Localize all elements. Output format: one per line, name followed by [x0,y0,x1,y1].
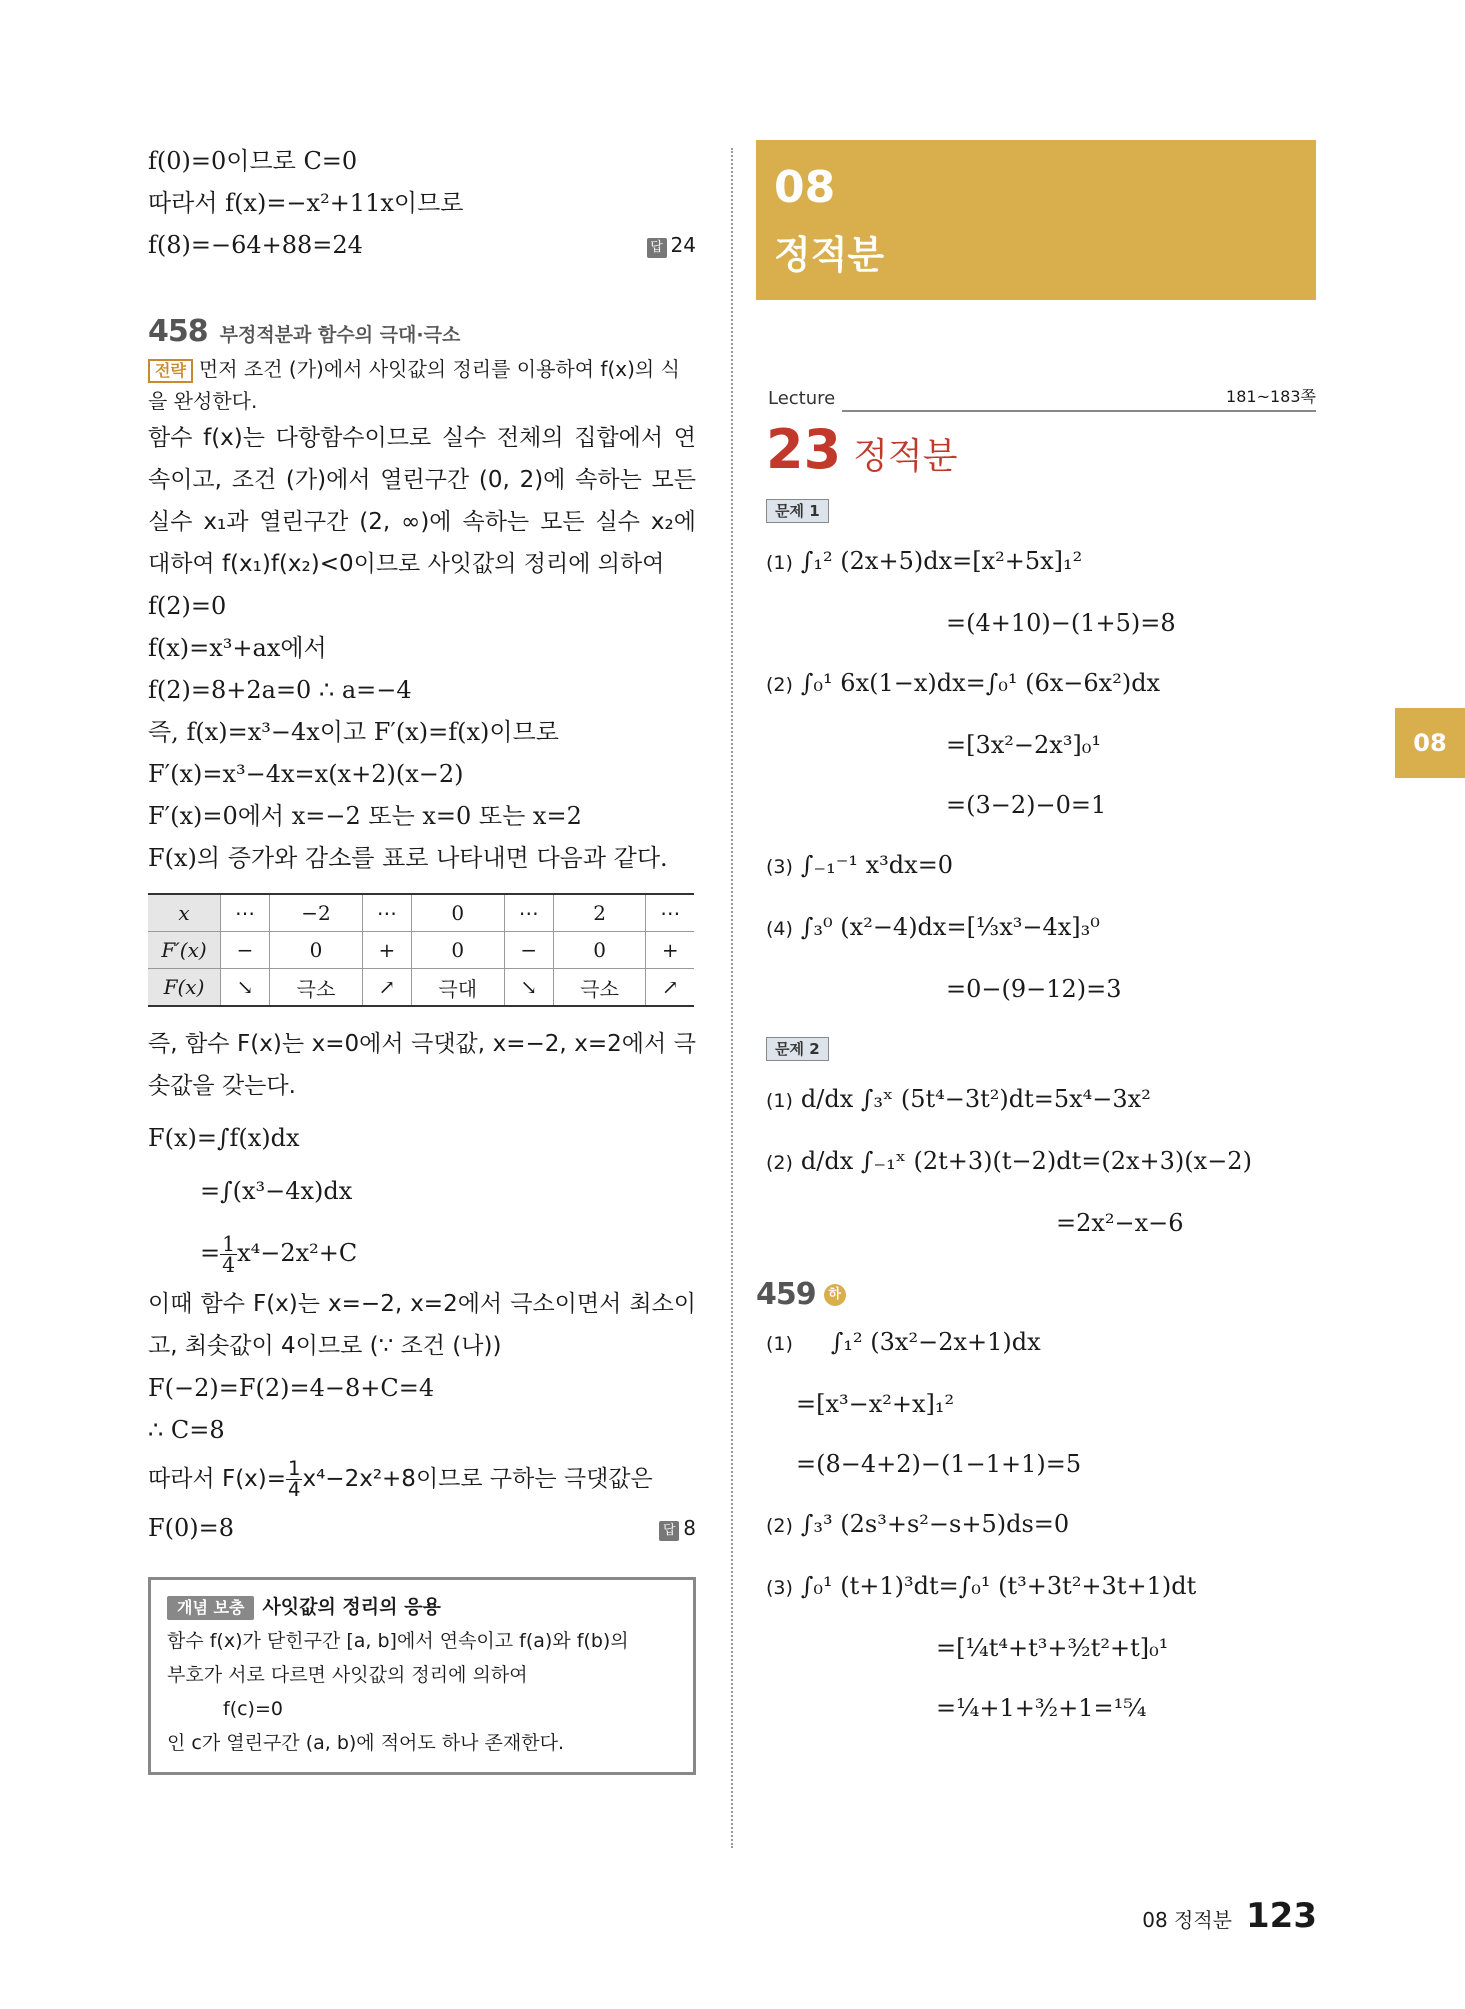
table-cell: 극소 [553,969,646,1007]
math-line: =[¼t⁴+t³+³⁄₂t²+t]₀¹ [936,1634,1169,1662]
lecture-number: 23 [766,418,842,481]
math-text: ∫₀¹ 6x(1−x)dx=∫₀¹ (6x−6x²)dx [800,669,1161,697]
chapter-number: 08 [774,162,836,213]
solution-paragraph: 즉, 함수 F(x)는 x=0에서 극댓값, x=−2, x=2에서 극솟값을 갖는다. [148,1031,696,1099]
math-line: =0−(9−12)=3 [946,975,1122,1003]
chapter-name: 정적분 [774,233,885,277]
table-cell: 2 [553,894,646,932]
table-cell: 0 [411,894,504,932]
concept-line: 인 c가 열린구간 (a, b)에 적어도 하나 존재한다. [167,1732,564,1754]
table-cell: F′(x) [148,932,221,969]
fraction-denominator: 4 [288,1478,301,1501]
item-index: (3) [766,856,793,878]
item-index: (1) [766,1090,793,1112]
concept-title: 사잇값의 정리의 응용 [262,1596,441,1618]
math-line: F′(x)=x³−4x=x(x+2)(x−2) [148,760,464,788]
math-line [148,1507,696,1549]
table-cell: ⋯ [504,894,553,932]
math-line: =(8−4+2)−(1−1+1)=5 [796,1450,1082,1478]
table-row [148,969,694,1007]
answer-value: 24 [670,233,696,257]
math-line: F(−2)=F(2)=4−8+C=4 [148,1374,435,1402]
math-text: d/dx ∫₋₁ˣ (2t+3)(t−2)dt=(2x+3)(x−2) [800,1147,1252,1175]
math-text: ∫₀¹ (t+1)³dt=∫₀¹ (t³+3t²+3t+1)dt [800,1572,1197,1600]
table-cell: + [362,932,411,969]
table-cell: ↗ [362,969,411,1007]
fraction [286,1459,302,1499]
table-cell: ⋯ [362,894,411,932]
page-footer [1142,1896,1317,1936]
math-line [766,653,1316,715]
answer-icon: 답 [659,1521,679,1541]
strategy-text: 먼저 조건 (가)에서 사잇값의 정리를 이용하여 f(x)의 식을 완성한다. [148,357,680,413]
problem-header [148,314,696,349]
math-line [766,1069,1316,1131]
table-cell: ↗ [646,969,694,1007]
math-line: =[3x²−2x³]₀¹ [946,731,1102,759]
difficulty-badge: 하 [824,1284,846,1306]
math-line: =2x²−x−6 [1056,1209,1184,1237]
math-text: ∫₁² (2x+5)dx=[x²+5x]₁² [800,547,1083,575]
problem-header [756,1277,1316,1312]
table-cell: −2 [270,894,363,932]
table-cell: + [646,932,694,969]
math-line: 즉, f(x)=x³−4x이고 F′(x)=f(x)이므로 [148,718,559,746]
table-cell: ↘ [221,969,270,1007]
fraction [220,1231,237,1277]
concept-line: 부호가 서로 다르면 사잇값의 정리에 의하여 [167,1664,528,1686]
math-line: f(0)=0이므로 C=0 [148,147,358,175]
lecture-header [756,388,1316,418]
math-line: f(2)=0 [148,592,227,620]
problem-title: 부정적분과 함수의 극대·극소 [219,324,461,346]
math-text: ∫₋₁⁻¹ x³dx=0 [800,851,954,879]
math-text: d/dx ∫₃ˣ (5t⁴−3t²)dt=5x⁴−3x² [800,1085,1151,1113]
column-divider [731,148,733,1848]
fraction-numerator: 1 [222,1231,236,1256]
table-row [148,894,694,932]
right-column [756,140,1316,1738]
math-line: =∫(x³−4x)dx [200,1177,353,1205]
fraction-numerator: 1 [288,1457,301,1481]
strategy-tag: 전략 [148,359,193,383]
table-cell: 극소 [270,969,363,1007]
concept-line: f(c)=0 [223,1698,283,1720]
item-index: (4) [766,918,793,940]
problem-number: 459 [756,1277,816,1312]
chapter-side-tab: 08 [1395,708,1465,778]
math-line: =(4+10)−(1+5)=8 [946,609,1176,637]
table-cell: 0 [553,932,646,969]
table-cell: 0 [411,932,504,969]
math-text: x⁴−2x²+8이므로 구하는 극댓값은 [302,1466,653,1492]
table-cell: ⋯ [646,894,694,932]
math-line: F(x)=∫f(x)dx [148,1124,300,1152]
item-index: (2) [766,1515,793,1537]
table-cell: ⋯ [221,894,270,932]
answer-marker [647,224,696,266]
item-index: (1) [766,1333,793,1355]
math-line: 따라서 f(x)=−x²+11x이므로 [148,189,464,217]
math-line [766,1556,1316,1618]
solution-paragraph: 이때 함수 F(x)는 x=−2, x=2에서 극소이면서 최소이고, 최솟값이 4이므로 (∵ 조건 (나)) [148,1291,696,1359]
math-text: ∫₁² (3x²−2x+1)dx [830,1328,1041,1356]
math-line: F′(x)=0에서 x=−2 또는 x=0 또는 x=2 [148,802,582,830]
lecture-pages: 181~183쪽 [1226,387,1316,406]
math-line: f(2)=8+2a=0 ∴ a=−4 [148,676,412,704]
table-cell: − [221,932,270,969]
math-text: ∫₃³ (2s³+s²−s+5)ds=0 [800,1510,1070,1538]
math-line: ∴ C=8 [148,1416,225,1444]
table-cell: 0 [270,932,363,969]
problem-badge: 문제 1 [766,499,829,523]
solution-paragraph: 함수 f(x)는 다항함수이므로 실수 전체의 집합에서 연속이고, 조건 (가)에서 열린구간 (0, 2)에 속하는 모든 실수 x₁과 열린구간 (2, ∞)에 속하는 모든 실수 x₂에 대하여 f(x₁)f(x₂)<0이므로 사잇값의 정리에 의하여 [148,425,696,577]
concept-line: 함수 f(x)가 닫힌구간 [a, b]에서 연속이고 f(a)와 f(b)의 [167,1630,629,1652]
table-cell: F(x) [148,969,221,1007]
math-line: F(x)의 증가와 감소를 표로 나타내면 다음과 같다. [148,844,668,872]
item-index: (2) [766,674,793,696]
math-line: =(3−2)−0=1 [946,791,1107,819]
table-cell: − [504,932,553,969]
math-text: = [200,1239,221,1267]
lecture-rule [842,410,1316,412]
math-text: x⁴−2x²+C [237,1239,358,1267]
item-index: (2) [766,1152,793,1174]
table-cell: x [148,894,221,932]
math-line [766,897,1316,959]
sign-table [148,893,694,1007]
table-cell: ↘ [504,969,553,1007]
math-text: ∫₃⁰ (x²−4)dx=[⅓x³−4x]₃⁰ [800,913,1100,941]
left-column [148,140,696,1775]
math-line [200,1223,696,1283]
math-line [766,531,1316,593]
math-line [148,1451,696,1507]
item-index: (3) [766,1577,793,1599]
footer-chapter: 08 정적분 [1142,1908,1233,1932]
math-text: F(0)=8 [148,1514,235,1542]
math-line [766,1131,1316,1193]
answer-marker [659,1507,696,1549]
strategy-note [148,353,696,417]
lecture-topic: 정적분 [853,436,958,477]
math-text: 따라서 F(x)= [148,1466,287,1492]
table-cell: 극대 [411,969,504,1007]
fraction-denominator: 4 [222,1253,236,1277]
chapter-banner [756,140,1316,300]
concept-tag: 개념 보충 [167,1596,254,1620]
math-text: f(8)=−64+88=24 [148,231,363,259]
math-line [148,224,696,266]
concept-box [148,1577,696,1775]
math-line: f(x)=x³+ax에서 [148,634,327,662]
problem-number: 458 [148,314,208,349]
math-line [766,835,1316,897]
lecture-title [766,418,1316,481]
table-row [148,932,694,969]
answer-icon: 답 [647,238,667,258]
math-line [766,1312,1316,1374]
answer-value: 8 [683,1516,696,1540]
item-index: (1) [766,552,793,574]
math-line: =¼+1+³⁄₂+1=¹⁵⁄₄ [936,1694,1147,1722]
concept-header [167,1590,677,1624]
math-line [766,1494,1316,1556]
math-line: =[x³−x²+x]₁² [796,1390,955,1418]
page-number: 123 [1246,1896,1317,1936]
lecture-label: Lecture [768,388,836,409]
problem-badge: 문제 2 [766,1037,829,1061]
